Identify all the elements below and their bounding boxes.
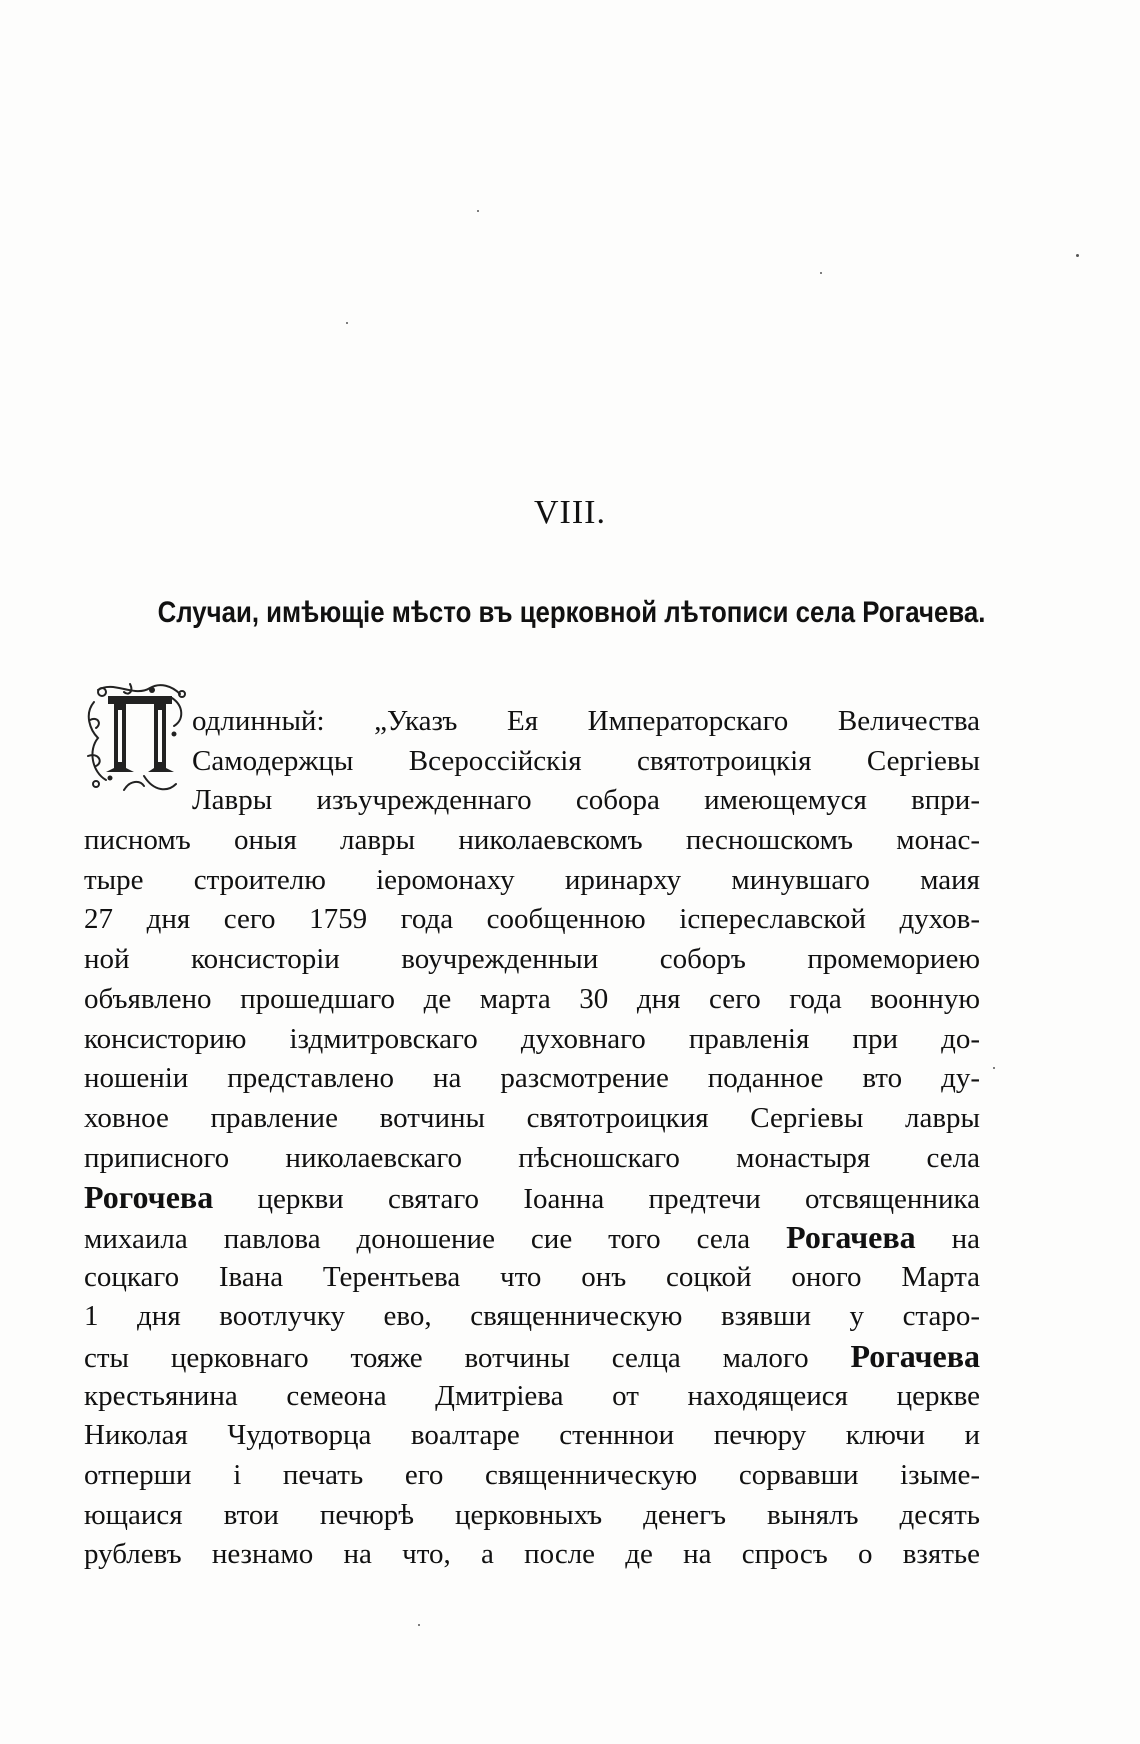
text-line: ющаися втои печюрѣ церковныхъ денегъ вынялъ десять xyxy=(84,1498,980,1531)
scan-speck xyxy=(346,322,348,324)
chapter-number: VIII. xyxy=(533,494,607,531)
text-line: 27 дня сего 1759 года сообщенною іспереславской духов- xyxy=(84,903,980,936)
scan-speck xyxy=(820,272,822,274)
text-line: Самодержцы Всероссійскія святотроицкія Сергіевы xyxy=(192,744,980,777)
text-line: ной консисторіи воучрежденныи соборъ промемориею xyxy=(84,943,980,976)
scan-speck xyxy=(477,210,479,212)
scan-speck xyxy=(1076,254,1079,257)
text-line: 1 дня воотлучку ево, священническую взявши у старо- xyxy=(84,1300,980,1333)
text-line: рублевъ незнамо на что, а после де на спросъ о взятье xyxy=(84,1538,980,1571)
body-text xyxy=(84,702,980,1575)
emphasis-place-name: Рогочева xyxy=(84,1179,214,1216)
text-line: михаила павлова доношение сие того села Рогачева на xyxy=(84,1218,980,1255)
text-line: Николая Чудотворца воалтаре стенннои печюру ключи и xyxy=(84,1419,980,1452)
text-line: приписного николаевскаго пѣсношскаго монастыря села xyxy=(84,1141,980,1174)
text-line: консисторию іздмитровскаго духовнаго правленія при до- xyxy=(84,1022,980,1055)
text-line: отперши і печать его священническую сорвавши ізыме- xyxy=(84,1459,980,1492)
text-line: объявлено прошедшаго де марта 30 дня сего года воонную xyxy=(84,982,980,1015)
emphasis-place-name: Рогачева xyxy=(850,1338,980,1374)
emphasis-place-name: Рогачева xyxy=(786,1218,916,1255)
section-heading: Случаи, имѣющіе мѣсто въ церковной лѣтописи села Рогачева. xyxy=(157,596,986,629)
text-line: писномъ оныя лавры николаевскомъ песношскомъ монас- xyxy=(84,824,980,857)
text-line: ховное правление вотчины святотроицкия Сергіевы лавры xyxy=(84,1101,980,1134)
text-line: Рогочева церкви святаго Іоанна предтечи отсвященника xyxy=(84,1179,980,1216)
text-line: одлинный: „Указъ Ея Императорскаго Величества xyxy=(192,705,980,737)
text-line: сты церковнаго тояже вотчины селца малого Рогачева xyxy=(84,1338,980,1374)
text-line: соцкаго Івана Терентьева что онъ соцкой оного Марта xyxy=(84,1260,980,1293)
scan-speck xyxy=(993,1067,995,1069)
scan-speck xyxy=(418,1624,420,1626)
text-line: крестьянина семеона Дмитріева от находящеися церкве xyxy=(84,1379,980,1412)
text-line: ношеніи представлено на разсмотрение поданное вто ду- xyxy=(84,1062,980,1095)
text-line: тыре строителю іеромонаху иринарху минувшаго маия xyxy=(84,863,980,896)
text-line: Лавры изъучрежденнаго собора имеющемуся впри- xyxy=(192,784,980,817)
